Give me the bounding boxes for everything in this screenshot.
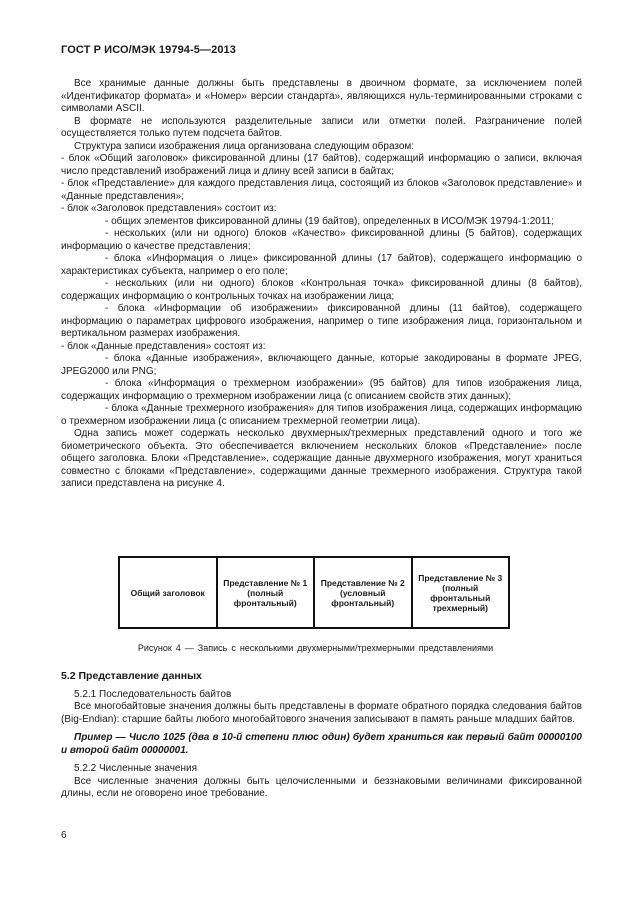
page-header-title: ГОСТ Р ИСО/МЭК 19794-5—2013	[61, 44, 236, 56]
example-text: Пример — Число 1025 (два в 10-й степени плюс один) будет храниться как первый байт 00000100 и второй байт 00000001.	[61, 732, 582, 756]
subsection-text: Все численные значения должны быть целочисленными и беззнаковыми величинами фиксированной длины, если не оговорено иное требование.	[61, 775, 582, 799]
paragraph: - блок «Общий заголовок» фиксированной длины (17 байтов), содержащий информацию о записи, включая число представлений изображений лица и длину всей записи в байтах;	[61, 153, 582, 177]
paragraph: - нескольких (или ни одного) блоков «Контрольная точка» фиксированной длины (8 байтов), содержащих информацию о контрольных точках на изображении лица;	[61, 278, 582, 302]
subsection-title: 5.2.1 Последовательность байтов	[74, 688, 232, 700]
paragraph: - блок «Заголовок представления» состоит из:	[61, 203, 277, 214]
paragraph: - общих элементов фиксированной длины (19 байтов), определенных в ИСО/МЭК 19794-1:2011;	[105, 215, 555, 227]
subsection-title: 5.2.2 Численные значения	[74, 763, 197, 774]
figure-cell-representation-3: Представление № 3 (полный фронтальный трехмерный)	[411, 558, 509, 627]
paragraph: - блок «Данные представления» состоят из:	[61, 340, 266, 352]
page-number: 6	[61, 830, 67, 841]
paragraph: Структура записи изображения лица организована следующим образом:	[74, 140, 415, 152]
body-text	[61, 78, 582, 491]
paragraph: - блока «Информация о трехмерном изображении» (95 байтов) для типов изображения лица, содержащих информацию о трехмерном изображении лица (с описанием свойств этих данных);	[61, 378, 582, 402]
paragraph: - блока «Данные изображения», включающего данные, которые закодированы в формате JPEG, JPEG2000 или PNG;	[61, 353, 582, 377]
figure-cell-representation-1: Представление № 1 (полный фронтальный)	[216, 558, 314, 627]
section-5-2	[61, 670, 582, 801]
figure-cell-general-header: Общий заголовок	[130, 587, 205, 598]
paragraph: - блока «Информации об изображении» фиксированной длины (11 байтов), содержащего информацию о параметрах цифрового изображения, например о типе изображения лица, горизонтальном и вертикальном размерах изображения.	[61, 303, 582, 339]
paragraph: В формате не используются разделительные записи или отметки полей. Разграничение полей осуществляется только путем подсчета байтов.	[61, 115, 582, 139]
record-structure-figure	[118, 556, 510, 629]
paragraph: - блока «Информация о лице» фиксированной длины (17 байтов), содержащего информацию о характеристиках субъекта, например о его поле;	[61, 253, 582, 277]
paragraph: Все хранимые данные должны быть представлены в двоичном формате, за исключением полей «Идентификатор формата» и «Номер» версии стандарта», являющихся нуль-терминированными строками с символами ASCII.	[61, 78, 582, 114]
figure-caption: Рисунок 4 — Запись с несколькими двухмерными/трехмерными представлениями	[137, 643, 494, 653]
paragraph: - нескольких (или ни одного) блоков «Качество» фиксированной длины (5 байтов), содержащих информацию о качестве представления;	[61, 228, 582, 252]
figure-cell-representation-2: Представление № 2 (условный фронтальный)	[313, 558, 411, 627]
subsection-text: Все многобайтовые значения должны быть представлены в формате обратного порядка следования байтов (Big-Endian): старшие байты любого многобайтового значения записывают в память раньше младших байтов.	[61, 701, 582, 725]
paragraph: Одна запись может содержать несколько двухмерных/трехмерных представлений одного и того же биометрического объекта. Это обеспечивается включением нескольких блоков «Представление» после общего заголовка. Блоки «Представление», содержащие данные двухмерного изображения, могут храниться совместно с блоками «Представление», содержащими данные трехмерного изображения. Структура такой записи представлена на рисунке 4.	[61, 428, 582, 489]
paragraph: - блока «Данные трехмерного изображения» для типов изображения лица, содержащих информацию о трехмерном изображении лица (с описанием трехмерной геометрии лица).	[61, 403, 582, 427]
paragraph: - блок «Представление» для каждого представления лица, состоящий из блоков «Заголовок представление» и «Данные представления»;	[61, 178, 582, 202]
section-heading: 5.2 Представление данных	[61, 670, 202, 682]
